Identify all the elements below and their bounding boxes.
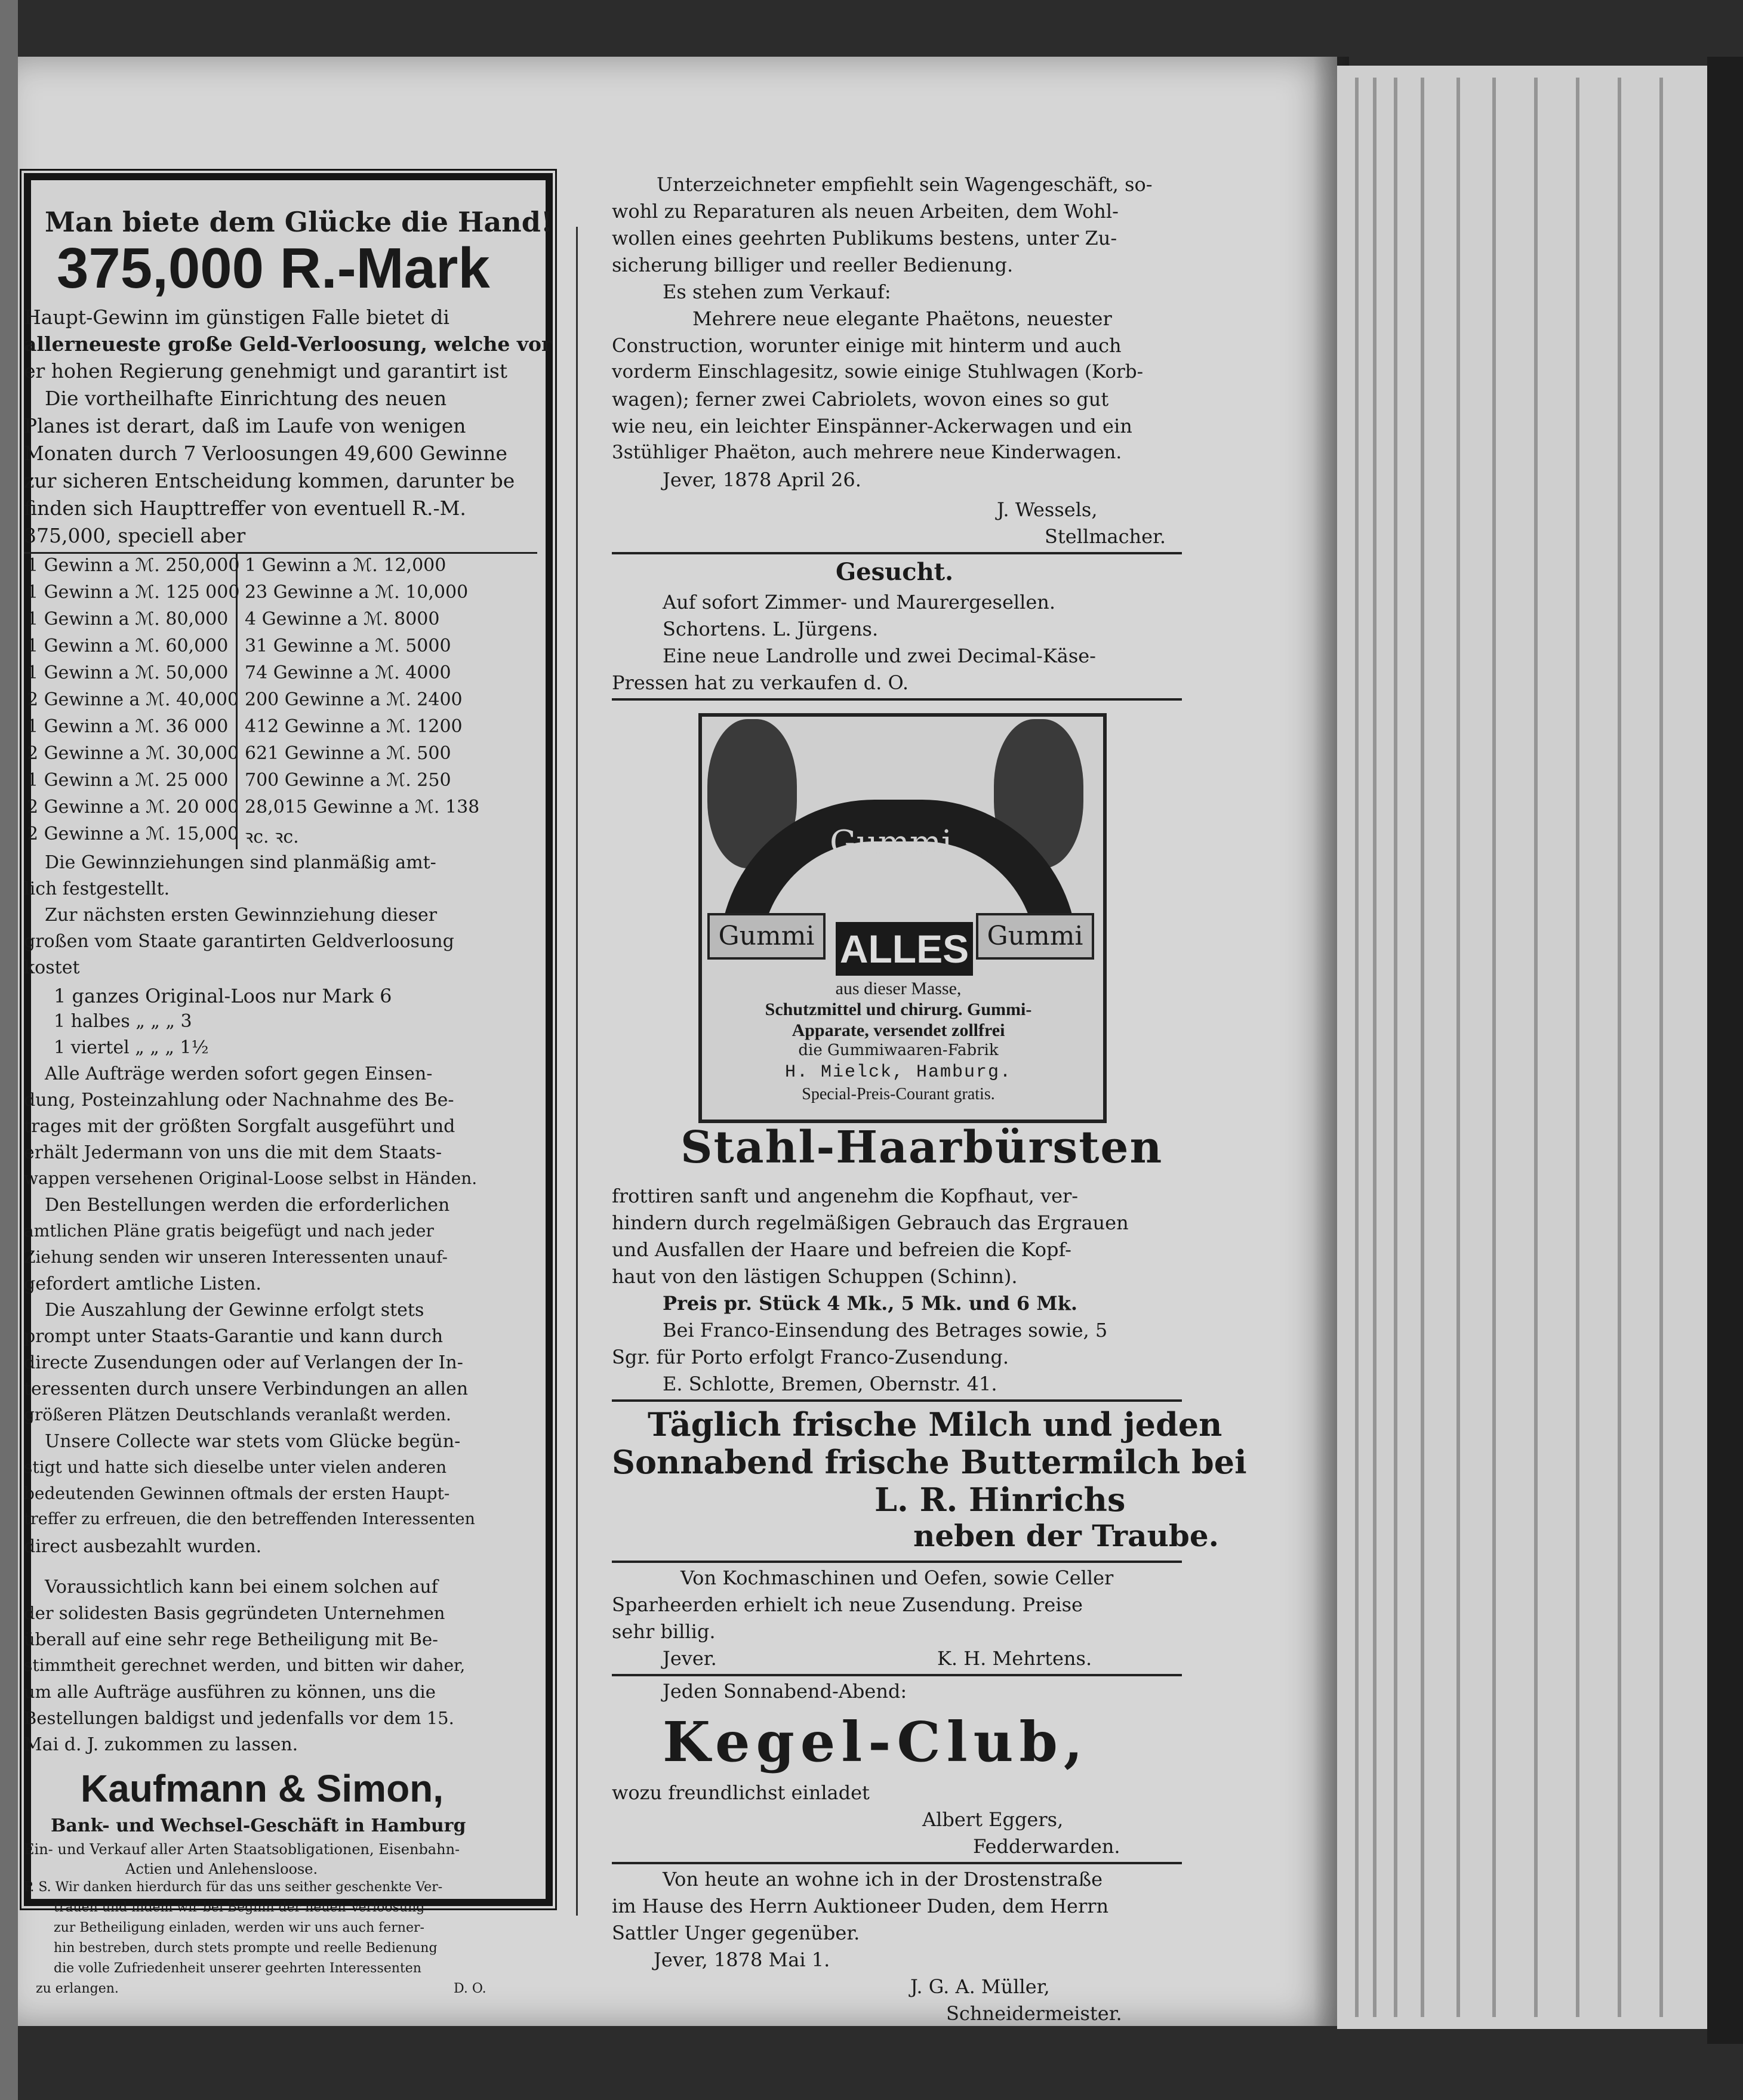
firm-subtitle: Bank- und Wechsel-Geschäft in Hamburg [51, 1815, 466, 1836]
prize-row: 412 Gewinne a ℳ. 1200 [245, 716, 463, 737]
prize-row: 200 Gewinne a ℳ. 2400 [245, 689, 463, 710]
prize-row: 23 Gewinne a ℳ. 10,000 [245, 582, 469, 603]
ad-divider-rule [612, 1399, 1182, 1402]
prize-row: 2 Gewinne a ℳ. 15,000 [27, 824, 239, 844]
ad-divider-rule [612, 1862, 1182, 1864]
prize-row: 1 Gewinn a ℳ. 25 000 [27, 770, 229, 791]
prize-row: 2 Gewinne a ℳ. 20 000 [27, 797, 239, 818]
ad-divider-rule [612, 1674, 1182, 1676]
lottery-heading: Man biete dem Glücke die Hand! [45, 206, 553, 238]
prize-row: ꝛc. ꝛc. [245, 827, 299, 847]
lottery-amount: 375,000 R.-Mark [57, 236, 490, 300]
prize-row: 74 Gewinne a ℳ. 4000 [245, 662, 451, 683]
prize-row: 1 Gewinn a ℳ. 12,000 [245, 555, 446, 576]
prize-row: 1 Gewinn a ℳ. 60,000 [27, 636, 229, 656]
ad-divider-rule [612, 698, 1182, 701]
book-page-edges [1337, 66, 1707, 2029]
prize-row: 1 Gewinn a ℳ. 36 000 [27, 716, 229, 737]
prize-row: 621 Gewinne a ℳ. 500 [245, 743, 451, 764]
alles-plate: ALLES [836, 922, 973, 976]
ad-divider-rule [612, 1561, 1182, 1563]
prize-row: 1 Gewinn a ℳ. 50,000 [27, 662, 229, 683]
prize-row: 2 Gewinne a ℳ. 40,000 [27, 689, 239, 710]
prize-row: 1 Gewinn a ℳ. 125 000 [27, 582, 240, 603]
book-cover [1707, 57, 1743, 2044]
gummi-plate-right: Gummi [976, 913, 1094, 960]
arch-word: Gummi [830, 824, 952, 862]
prize-table-top-rule [24, 552, 537, 554]
prize-row: 700 Gewinne a ℳ. 250 [245, 770, 451, 791]
prize-row: 1 Gewinn a ℳ. 250,000 [27, 555, 240, 576]
ad-divider-rule [612, 552, 1182, 554]
prize-row: 1 Gewinn a ℳ. 80,000 [27, 609, 229, 630]
prize-row: 28,015 Gewinne a ℳ. 138 [245, 797, 480, 818]
previous-page-edge [0, 0, 18, 2100]
gummi-plate-left: Gummi [707, 913, 826, 960]
prize-row: 4 Gewinne a ℳ. 8000 [245, 609, 440, 630]
column-divider [576, 227, 578, 1916]
prize-row: 2 Gewinne a ℳ. 30,000 [27, 743, 239, 764]
firm-name: Kaufmann & Simon, [81, 1767, 444, 1810]
stahl-title: Stahl-Haarbürsten [680, 1122, 1163, 1173]
prize-row: 31 Gewinne a ℳ. 5000 [245, 636, 451, 656]
